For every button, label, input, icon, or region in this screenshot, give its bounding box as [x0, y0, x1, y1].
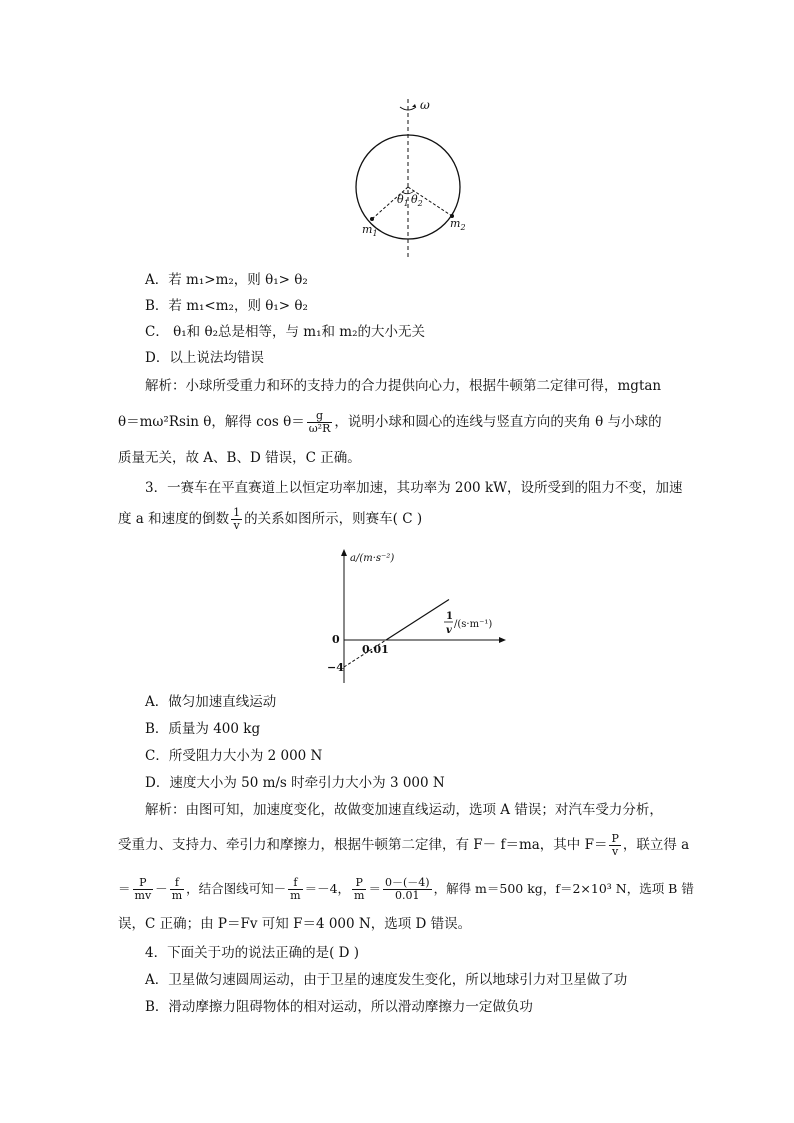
q3-option-c: C．所受阻力大小为 2 000 N — [145, 748, 323, 764]
q3-analysis-line1: 解析：由图可知，加速度变化，故做变加速直线运动，选项 A 错误；对汽车受力分析， — [145, 802, 663, 818]
q4-option-b: B．滑动摩擦力阻碍物体的相对运动，所以滑动摩擦力一定做负功 — [145, 999, 533, 1015]
q3-stem-line2-pre: 度 a 和速度的倒数 — [118, 511, 230, 527]
q3-analysis-line3-eq: ＝ — [368, 881, 381, 896]
q3-stem-line2-post: 的关系如图所示，则赛车( C ) — [244, 511, 423, 527]
q3-analysis-line3-pre: ＝ — [118, 881, 131, 896]
q3-analysis-line2-pre: 受重力、支持力、牵引力和摩擦力，根据牛顿第二定律，有 F－ f＝ma，其中 F＝ — [118, 837, 608, 853]
q2-analysis-line2-post: ，说明小球和圆心的连线与竖直方向的夹角 θ 与小球的 — [334, 414, 662, 430]
q2-analysis-line2 — [118, 408, 662, 436]
q3-analysis-line3-mid: ，结合图线可知－ — [186, 881, 287, 896]
q2-option-a: A．若 m₁>m₂，则 θ₁> θ₂ — [145, 272, 308, 288]
q2-option-c: C． θ₁和 θ₂总是相等，与 m₁和 m₂的大小无关 — [145, 324, 425, 340]
slope-fraction: $\frac{0-(-4)}{0.01}$ — [384, 876, 430, 902]
y-axis-label: a/(m·s⁻²) — [350, 553, 395, 564]
q3-analysis-line3-post: ，解得 m＝500 kg，f＝2×10³ N，选项 B 错 — [433, 881, 694, 896]
q2-option-b: B．若 m₁<m₂，则 θ₁> θ₂ — [145, 298, 308, 314]
q3-analysis-line4: 误，C 正确；由 P＝Fv 可知 F＝4 000 N，选项 D 错误。 — [118, 916, 472, 932]
q4-stem: 4．下面关于功的说法正确的是( D ) — [145, 945, 360, 961]
q3-analysis-line2 — [118, 830, 689, 860]
f-over-m-fraction: $\frac{f}{m}$ — [171, 876, 183, 902]
x-tick-label: 0.01 — [362, 643, 389, 656]
q2-analysis-line3: 质量无关，故 A、B、D 错误，C 正确。 — [118, 450, 361, 466]
q4-option-a: A．卫星做匀速圆周运动，由于卫星的速度发生变化，所以地球引力对卫星做了功 — [145, 972, 628, 988]
q3-option-b: B．质量为 400 kg — [145, 721, 261, 737]
theta2-label: $\theta_2$ — [411, 193, 423, 208]
q3-analysis-line2-post: ，联立得 a — [622, 837, 690, 853]
m2-label: $m_2$ — [450, 217, 466, 232]
p-over-v-fraction: $\frac{P}{v}$ — [611, 832, 619, 858]
m1-ball — [370, 217, 374, 221]
one-over-v-fraction: $\frac{1}{v}$ — [233, 506, 241, 532]
x-axis-arrow-icon — [499, 637, 506, 643]
q3-stem-line1: 3．一赛车在平直赛道上以恒定功率加速，其功率为 200 kW，设所受到的阻力不变，加速 — [145, 480, 683, 496]
q3-analysis-line3-mid2: ＝－4， — [304, 881, 351, 896]
acceleration-vs-inverse-velocity-chart — [322, 545, 512, 690]
q3-option-a: A．做匀加速直线运动 — [145, 694, 277, 710]
f-over-m-fraction-2: $\frac{f}{m}$ — [290, 876, 301, 902]
q2-option-d: D．以上说法均错误 — [145, 350, 264, 366]
theta1-label: $\theta_1$ — [397, 193, 409, 208]
q2-analysis-line2-pre: θ＝mω²Rsin θ，解得 cos θ＝ — [118, 414, 305, 430]
data-line-segment — [386, 600, 449, 641]
omega-label: ω — [420, 98, 430, 112]
x-axis-label-numerator: 1 — [446, 611, 453, 622]
q3-analysis-line3 — [118, 874, 694, 904]
x-axis-label-unit: /(s·m⁻¹) — [454, 619, 493, 630]
p-over-mv-fraction: $\frac{P}{mv}$ — [134, 876, 152, 902]
rotation-arrowhead-icon — [412, 104, 416, 107]
m1-label: $m_1$ — [362, 223, 378, 238]
x-axis-label-denominator: v — [446, 625, 452, 636]
p-over-m-fraction: $\frac{P}{m}$ — [354, 876, 365, 902]
y-tick-label: −4 — [327, 661, 344, 674]
q2-analysis-line1: 解析：小球所受重力和环的支持力的合力提供向心力，根据牛顿第二定律可得，mgtan — [145, 378, 662, 394]
y-axis-arrow-icon — [341, 549, 347, 556]
q3-option-d: D．速度大小为 50 m/s 时牵引力大小为 3 000 N — [145, 775, 445, 791]
q3-analysis-line3-minus: － — [155, 881, 168, 896]
q3-stem-line2 — [118, 505, 422, 533]
origin-label: 0 — [332, 633, 340, 646]
ring-figure — [340, 95, 480, 265]
g-over-omega2r-fraction: $\frac{g}{\text{ω²R}}$ — [308, 409, 331, 435]
